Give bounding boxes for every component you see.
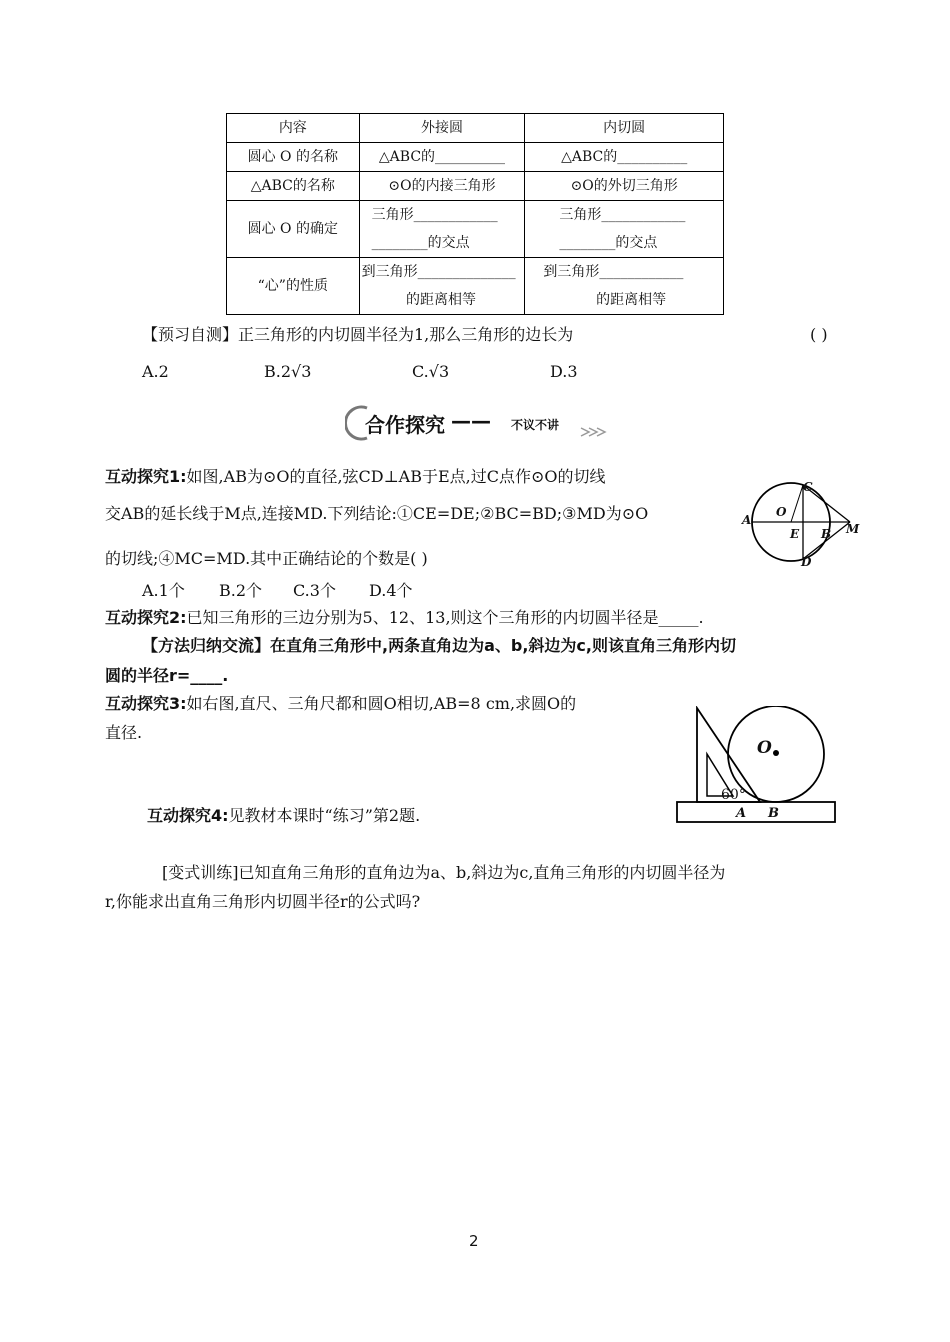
table-cell: ⊙O的内接三角形 xyxy=(359,172,525,201)
cell-line: 的距离相等 xyxy=(596,292,667,308)
cell-line: 的距离相等 xyxy=(405,292,476,308)
q3-line-2: 直径. xyxy=(105,723,143,742)
table-cell: ⊙O的外切三角形 xyxy=(525,172,724,201)
table-cell: △ABC的__________ xyxy=(359,143,525,172)
table-cell xyxy=(525,258,724,315)
cell-line: ________的交点 xyxy=(559,235,658,251)
table-header-cell: 内切圆 xyxy=(525,114,724,143)
q1-line-1 xyxy=(105,463,606,491)
figure-label-a: A xyxy=(742,513,752,527)
table-header-cell: 内容 xyxy=(227,114,360,143)
table-cell: △ABC的__________ xyxy=(525,143,724,172)
table-header-row xyxy=(227,114,724,143)
cell-line: 到三角形____________ xyxy=(543,264,684,280)
figure-label-d: D xyxy=(801,555,812,569)
preview-question: 【预习自测】正三角形的内切圆半径为1,那么三角形的边长为 xyxy=(142,325,574,344)
q1-line-2: 交AB的延长线于M点,连接MD.下列结论:①CE=DE;②BC=BD;③MD为⊙O xyxy=(105,504,649,523)
option-b: B.2√3 xyxy=(264,362,312,381)
q2-text: 已知三角形的三边分别为5、12、13,则这个三角形的内切圆半径是_____. xyxy=(186,608,704,627)
banner-title: 合作探究 xyxy=(365,413,445,437)
figure-label-c: C xyxy=(803,480,813,494)
variant-line-1: [变式训练]已知直角三角形的直角边为a、b,斜边为c,直角三角形的内切圆半径为 xyxy=(162,863,726,882)
q4-text: 见教材本课时“练习”第2题. xyxy=(228,806,421,825)
figure-label-e: E xyxy=(790,527,800,541)
q1-options xyxy=(142,577,462,605)
table-cell: “心”的性质 xyxy=(227,258,360,315)
figure-label-m: M xyxy=(846,522,860,536)
q3-ruler-figure xyxy=(675,706,840,826)
cell-line: 三角形____________ xyxy=(371,207,498,223)
option-b: B.2个 xyxy=(219,581,263,600)
option-c: C.3个 xyxy=(293,581,336,600)
q1-line-3: 的切线;④MC=MD.其中正确结论的个数是( ) xyxy=(105,549,428,568)
table-cell: △ABC的名称 xyxy=(227,172,360,201)
table-row xyxy=(227,258,724,315)
method-line-1: 【方法归纳交流】在直角三角形中,两条直角边为a、b,斜边为c,则该直角三角形内切 xyxy=(142,636,736,655)
table-cell: 圆心 O 的名称 xyxy=(227,143,360,172)
figure-label-o: O xyxy=(776,505,787,519)
figure-label-o: O xyxy=(757,738,772,758)
preview-answer-paren: ( ) xyxy=(810,325,828,344)
section-banner xyxy=(345,402,610,442)
preview-options xyxy=(142,358,642,386)
option-d: D.4个 xyxy=(369,581,413,600)
cell-line: ________的交点 xyxy=(371,235,470,251)
table-cell xyxy=(359,258,525,315)
figure-label-a: A xyxy=(736,806,747,821)
cell-line: 到三角形______________ xyxy=(361,264,516,280)
page-number: 2 xyxy=(469,1232,479,1250)
option-a: A.2 xyxy=(142,362,169,381)
option-a: A.1个 xyxy=(142,581,185,600)
q3-text-1: 如右图,直尺、三角尺都和圆O相切,AB=8 cm,求圆O的 xyxy=(186,694,577,713)
cell-line: 三角形____________ xyxy=(559,207,686,223)
banner-dash: —— xyxy=(451,409,491,433)
q4-label: 互动探究4: xyxy=(147,806,229,825)
q1-text-1: 如图,AB为⊙O的直径,弦CD⊥AB于E点,过C点作⊙O的切线 xyxy=(186,467,606,486)
q3-line-1 xyxy=(105,690,576,718)
table-cell xyxy=(359,201,525,258)
q2-label: 互动探究2: xyxy=(105,608,187,627)
figure-label-b: B xyxy=(768,806,779,821)
option-c: C.√3 xyxy=(412,362,450,381)
comparison-table xyxy=(226,113,724,315)
table-row xyxy=(227,201,724,258)
figure-label-b: B xyxy=(821,527,832,541)
table-cell: 圆心 O 的确定 xyxy=(227,201,360,258)
variant-line-2: r,你能求出直角三角形内切圆半径r的公式吗? xyxy=(105,892,421,911)
q1-label: 互动探究1: xyxy=(105,467,187,486)
q2-line xyxy=(105,604,704,632)
q3-label: 互动探究3: xyxy=(105,694,187,713)
table-header-cell: 外接圆 xyxy=(359,114,525,143)
figure-label-angle: 60° xyxy=(721,787,746,803)
table-row xyxy=(227,143,724,172)
method-line-2: 圆的半径r=____. xyxy=(105,666,229,685)
table-cell xyxy=(525,201,724,258)
option-d: D.3 xyxy=(550,362,578,381)
banner-subtitle: 不议不讲 xyxy=(511,418,560,432)
q4-line xyxy=(147,802,420,830)
table-row xyxy=(227,172,724,201)
